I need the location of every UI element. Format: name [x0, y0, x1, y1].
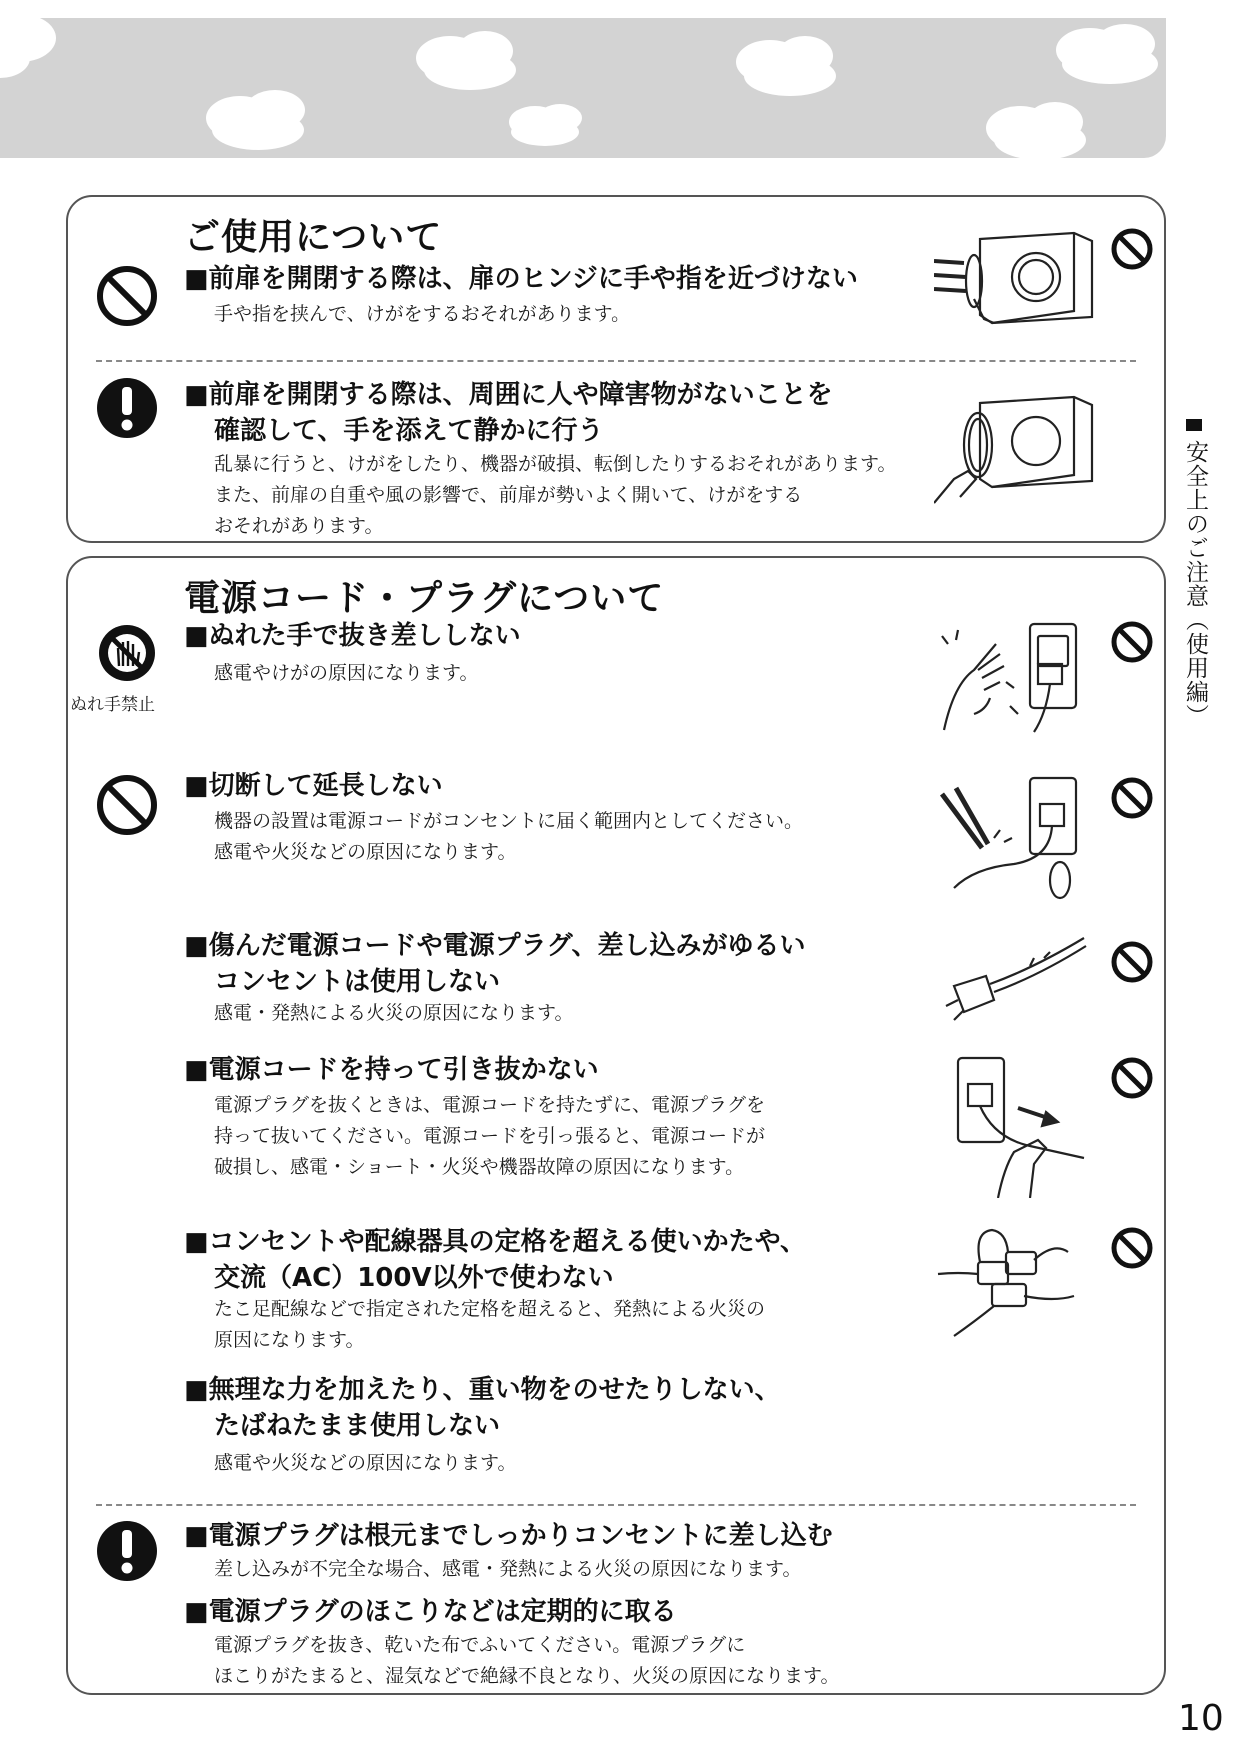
page-number: 10: [1178, 1698, 1224, 1739]
damaged-plug-illustration: [934, 928, 1164, 1038]
dryer-door-hinge-illustration: [934, 219, 1164, 337]
item-body: 感電や火災などの原因になります。: [214, 1452, 517, 1474]
item-heading: ■電源コードを持って引き抜かない: [184, 1055, 599, 1085]
item-heading: ■傷んだ電源コードや電源プラグ、差し込みがゆるい コンセントは使用しない: [184, 931, 806, 997]
item-heading: ■無理な力を加えたり、重い物をのせたりしない、 たばねたまま使用しない: [184, 1375, 781, 1441]
item-body: 乱暴に行うと、けがをしたり、機器が破損、転倒したりするおそれがあります。 また、前扉の自重や風の影響で、前扉が勢いよく開いて、けがをする おそれがあります。: [214, 453, 897, 537]
cloud-pattern: [0, 18, 1166, 158]
item-body: 電源プラグを抜くときは、電源コードを持たずに、電源プラグを 持って抜いてください。電源コードを引っ張ると、電源コードが 破損し、感電・ショート・火災や機器故障の原因になります。: [214, 1094, 766, 1178]
side-tab-label: 安全上のご注意（使用編）: [1182, 440, 1208, 728]
mandatory-icon: [94, 375, 160, 441]
item-heading: ■前扉を開閉する際は、扉のヒンジに手や指を近づけない: [184, 264, 858, 294]
section-power-cord: [66, 556, 1166, 1695]
item-body: 感電・発熱による火災の原因になります。: [214, 1002, 574, 1024]
prohibition-icon: [94, 772, 160, 838]
header-banner: [0, 18, 1166, 158]
item-heading: ■電源プラグは根元までしっかりコンセントに差し込む: [184, 1521, 833, 1551]
item-body: 差し込みが不完全な場合、感電・発熱による火災の原因になります。: [214, 1558, 802, 1580]
item-heading: ■ぬれた手で抜き差ししない: [184, 621, 521, 651]
item-body: 手や指を挟んで、けがをするおそれがあります。: [214, 303, 631, 325]
wet-hand-outlet-illustration: [934, 614, 1164, 744]
dryer-door-open-illustration: [934, 383, 1164, 513]
section-title: 電源コード・プラグについて: [184, 578, 665, 619]
wet-hand-prohibition-icon: [96, 622, 158, 684]
item-heading: ■電源プラグのほこりなどは定期的に取る: [184, 1597, 677, 1627]
item-heading: ■コンセントや配線器具の定格を超える使いかたや、 交流（AC）100V以外で使わない: [184, 1227, 807, 1293]
pulling-cord-illustration: [934, 1048, 1164, 1198]
section-title: ご使用について: [184, 217, 443, 258]
section-usage: [66, 195, 1166, 543]
item-heading: ■切断して延長しない: [184, 771, 443, 801]
item-body: 感電やけがの原因になります。: [214, 662, 479, 684]
item-body: 電源プラグを抜き、乾いた布でふいてください。電源プラグに ほこりがたまると、湿気などで絶縁不良となり、火災の原因になります。: [214, 1634, 840, 1687]
octopus-wiring-illustration: [934, 1222, 1164, 1342]
cord-cutting-illustration: [934, 768, 1164, 908]
divider: [96, 360, 1136, 362]
item-body: たこ足配線などで指定された定格を超えると、発熱による火災の 原因になります。: [214, 1298, 766, 1351]
wet-hand-caption: ぬれ手禁止: [70, 695, 155, 715]
item-heading: ■前扉を開閉する際は、周囲に人や障害物がないことを 確認して、手を添えて静かに行う: [184, 380, 833, 446]
item-body: 機器の設置は電源コードがコンセントに届く範囲内としてください。 感電や火災などの原因になります。: [214, 810, 804, 863]
mandatory-icon: [94, 1518, 160, 1584]
divider: [96, 1504, 1136, 1506]
prohibition-icon: [94, 263, 160, 329]
side-tab-marker: [1186, 419, 1202, 431]
